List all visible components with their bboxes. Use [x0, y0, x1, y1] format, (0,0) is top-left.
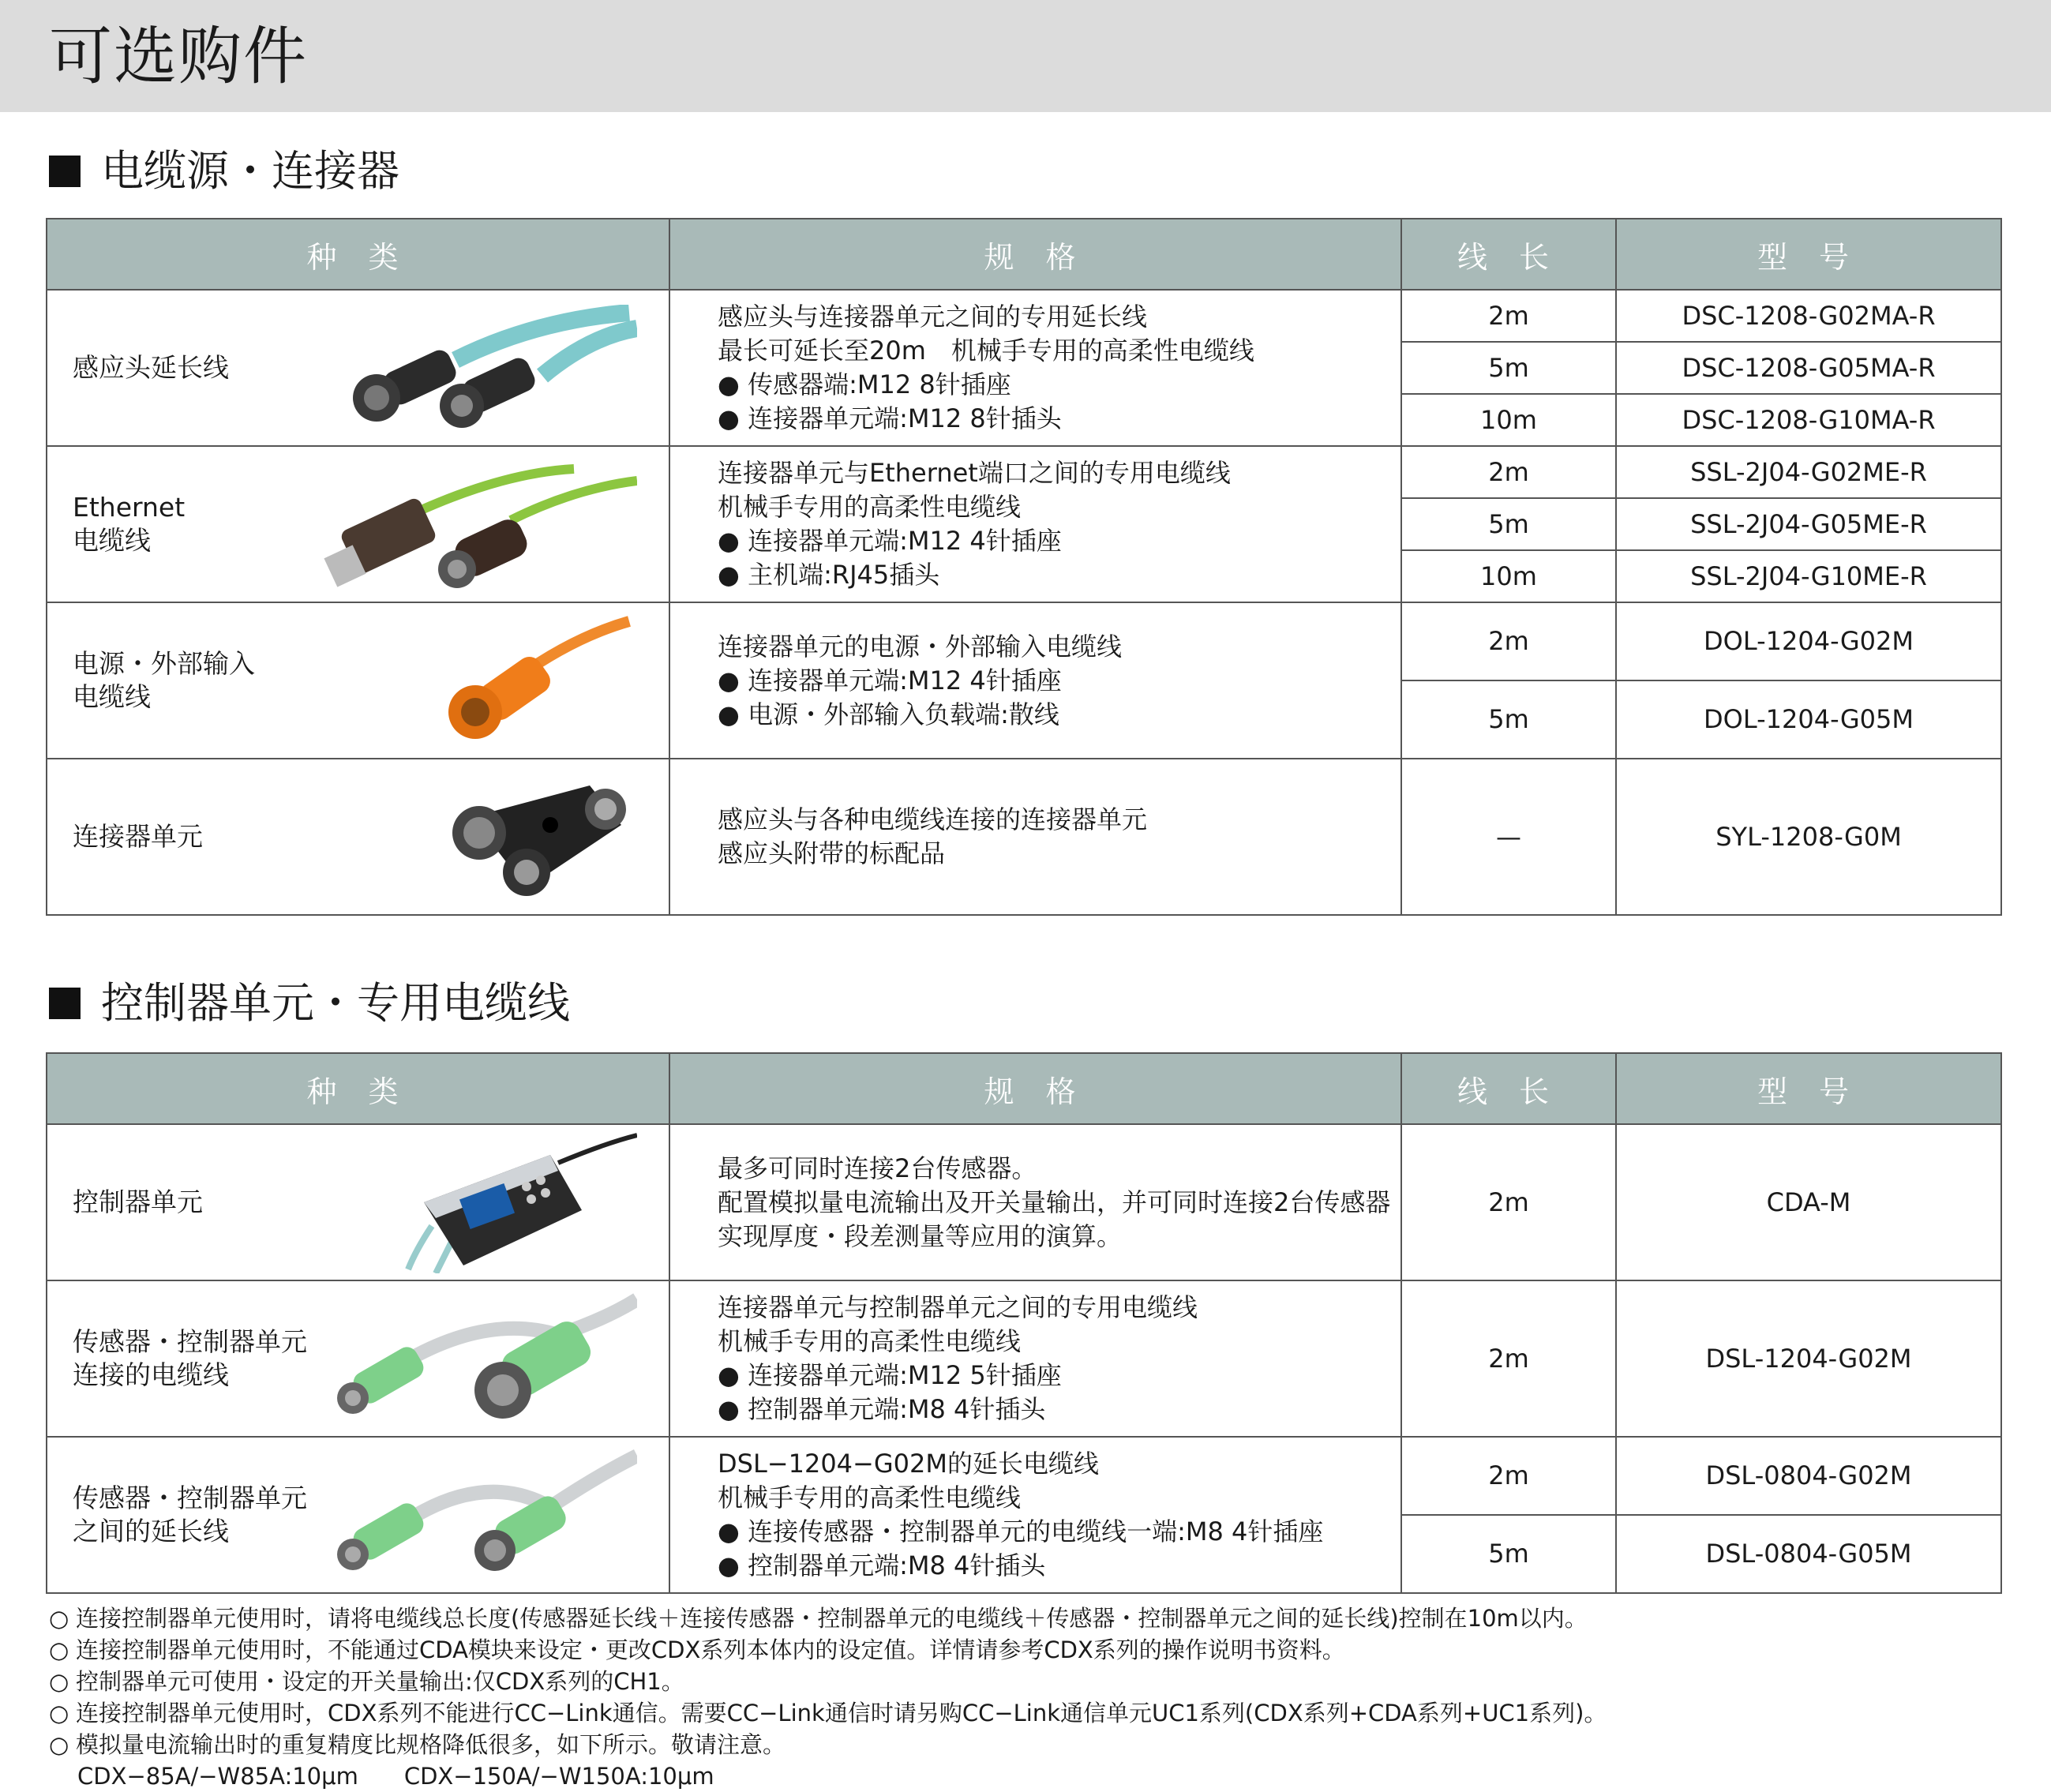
model-cell: DSL-0804-G02M	[1616, 1437, 2001, 1515]
header-length: 线 长	[1401, 1053, 1616, 1124]
spec-line: ● 连接器单元端:M12 5针插座	[718, 1360, 1062, 1390]
spec-line: ● 控制器单元端:M8 4针插头	[718, 1550, 1046, 1580]
spec-line: 最多可同时连接2台传感器。	[718, 1153, 1037, 1183]
spec-line: 感应头与各种电缆线连接的连接器单元	[718, 804, 1148, 834]
length-cell: 5m	[1401, 1515, 1616, 1593]
sensor-controller-cable-image	[321, 1288, 637, 1430]
model-cell: DSC-1208-G05MA-R	[1616, 342, 2001, 394]
model-cell: SSL-2J04-G02ME-R	[1616, 446, 2001, 498]
ethernet-cable-image	[321, 457, 637, 591]
kind-cell	[47, 759, 669, 915]
spec-line: 连接器单元的电源・外部输入电缆线	[718, 631, 1123, 662]
model-cell: SSL-2J04-G05ME-R	[1616, 498, 2001, 550]
spec-line: ● 连接器单元端:M12 4针插座	[718, 526, 1062, 556]
header-spec: 规 格	[669, 1053, 1401, 1124]
square-bullet-icon	[49, 988, 81, 1019]
spec-line: ● 传感器端:M12 8针插座	[718, 369, 1011, 399]
spec-cell	[669, 759, 1401, 915]
table-row	[47, 1437, 2001, 1515]
header-spec: 规 格	[669, 219, 1401, 290]
table-row	[47, 602, 2001, 680]
model-cell: DSC-1208-G10MA-R	[1616, 394, 2001, 446]
header-model: 型 号	[1616, 219, 2001, 290]
length-cell: 5m	[1401, 498, 1616, 550]
table-row	[47, 1124, 2001, 1280]
kind-cell	[47, 290, 669, 446]
note-sub-text: CDX−85A/−W85A:10μm CDX−150A/−W150A:10μm	[77, 1763, 714, 1790]
length-cell: 10m	[1401, 550, 1616, 602]
kind-label: 控制器单元	[73, 1187, 203, 1217]
section-title-text: 控制器单元・专用电缆线	[101, 978, 570, 1028]
spec-line: 机械手专用的高柔性电缆线	[718, 1483, 1022, 1513]
spec-cell	[669, 290, 1401, 446]
length-cell: 2m	[1401, 602, 1616, 680]
spec-line: 机械手专用的高柔性电缆线	[718, 1326, 1022, 1356]
table-row	[47, 290, 2001, 342]
note-text: 连接控制器单元使用时，不能通过CDA模块来设定・更改CDX系列本体内的设定值。详情请参考CDX系列的操作说明书资料。	[76, 1636, 1345, 1663]
note-item	[49, 1666, 1607, 1697]
spec-line: 感应头与连接器单元之间的专用延长线	[718, 302, 1148, 332]
spec-line: 机械手专用的高柔性电缆线	[718, 492, 1022, 522]
spec-line: 最长可延长至20m 机械手专用的高柔性电缆线	[718, 336, 1254, 366]
spec-cell	[669, 446, 1401, 602]
power-cable-image	[432, 613, 637, 748]
kind-label: 传感器・控制器单元 连接的电缆线	[73, 1326, 307, 1390]
length-cell: 2m	[1401, 446, 1616, 498]
spec-cell	[669, 1124, 1401, 1280]
model-cell: DSL-0804-G05M	[1616, 1515, 2001, 1593]
spec-line: 感应头附带的标配品	[718, 838, 946, 868]
model-cell: DSL-1204-G02M	[1616, 1280, 2001, 1437]
spec-cell	[669, 1280, 1401, 1437]
cable-connector-table	[46, 218, 2002, 916]
model-cell: SYL-1208-G0M	[1616, 759, 2001, 915]
kind-label: 连接器单元	[73, 821, 203, 852]
length-cell: —	[1401, 759, 1616, 915]
length-cell: 5m	[1401, 342, 1616, 394]
note-item	[49, 1634, 1607, 1666]
spec-line: 连接器单元与Ethernet端口之间的专用电缆线	[718, 458, 1231, 488]
kind-label: Ethernet 电缆线	[73, 492, 186, 556]
note-text: 控制器单元可使用・设定的开关量输出:仅CDX系列的CH1。	[76, 1668, 684, 1695]
section-title-controller	[49, 976, 570, 1031]
spec-line: DSL−1204−G02M的延长电缆线	[718, 1449, 1099, 1479]
spec-line: ● 连接器单元端:M12 4针插座	[718, 665, 1062, 695]
kind-label: 感应头延长线	[73, 352, 229, 383]
circle-bullet-icon: ○	[49, 1668, 69, 1695]
connector-unit-image	[432, 770, 637, 904]
section-title-cables	[49, 144, 399, 199]
header-length: 线 长	[1401, 219, 1616, 290]
model-cell: DOL-1204-G02M	[1616, 602, 2001, 680]
model-cell: CDA-M	[1616, 1124, 2001, 1280]
model-cell: DSC-1208-G02MA-R	[1616, 290, 2001, 342]
note-item	[49, 1697, 1607, 1729]
table-header-row	[47, 1053, 2001, 1124]
header-model: 型 号	[1616, 1053, 2001, 1124]
notes-section	[49, 1603, 1607, 1792]
header-kind: 种 类	[47, 1053, 669, 1124]
section-title-text: 电缆源・连接器	[101, 146, 399, 196]
extension-cable-m8-image	[321, 1444, 637, 1586]
circle-bullet-icon: ○	[49, 1731, 69, 1758]
model-cell: DOL-1204-G05M	[1616, 680, 2001, 759]
spec-line: ● 连接传感器・控制器单元的电缆线一端:M8 4针插座	[718, 1516, 1324, 1546]
controller-unit-image	[400, 1131, 637, 1273]
spec-line: ● 主机端:RJ45插头	[718, 560, 940, 590]
length-cell: 5m	[1401, 680, 1616, 759]
page-title: 可选购件	[49, 20, 308, 93]
circle-bullet-icon: ○	[49, 1605, 69, 1632]
table-row	[47, 759, 2001, 915]
circle-bullet-icon: ○	[49, 1636, 69, 1663]
spec-line: ● 控制器单元端:M8 4针插头	[718, 1394, 1046, 1424]
spec-cell	[669, 1437, 1401, 1593]
kind-cell	[47, 602, 669, 759]
length-cell: 2m	[1401, 1437, 1616, 1515]
extension-cable-image	[337, 305, 637, 431]
spec-cell	[669, 602, 1401, 759]
spec-line: ● 电源・外部输入负载端:散线	[718, 699, 1059, 729]
kind-cell	[47, 1280, 669, 1437]
table-header-row	[47, 219, 2001, 290]
circle-bullet-icon: ○	[49, 1700, 69, 1726]
kind-cell	[47, 446, 669, 602]
kind-cell	[47, 1124, 669, 1280]
table-row	[47, 446, 2001, 498]
length-cell: 2m	[1401, 290, 1616, 342]
note-text: 连接控制器单元使用时，CDX系列不能进行CC−Link通信。需要CC−Link通信时请另购CC−Link通信单元UC1系列(CDX系列+CDA系列+UC1系列)。	[76, 1700, 1607, 1726]
kind-label: 电源・外部输入 电缆线	[73, 648, 255, 712]
square-bullet-icon	[49, 156, 81, 187]
spec-line: 连接器单元与控制器单元之间的专用电缆线	[718, 1292, 1198, 1322]
length-cell: 2m	[1401, 1124, 1616, 1280]
length-cell: 2m	[1401, 1280, 1616, 1437]
length-cell: 10m	[1401, 394, 1616, 446]
kind-cell	[47, 1437, 669, 1593]
note-item	[49, 1603, 1607, 1634]
spec-line: 配置模拟量电流输出及开关量输出，并可同时连接2台传感器	[718, 1187, 1391, 1217]
model-cell: SSL-2J04-G10ME-R	[1616, 550, 2001, 602]
controller-table	[46, 1052, 2002, 1594]
note-text: 连接控制器单元使用时，请将电缆线总长度(传感器延长线＋连接传感器・控制器单元的电缆线＋传感器・控制器单元之间的延长线)控制在10m以内。	[76, 1605, 1588, 1632]
note-text: 模拟量电流输出时的重复精度比规格降低很多，如下所示。敬请注意。	[76, 1731, 786, 1758]
spec-line: ● 连接器单元端:M12 8针插头	[718, 403, 1062, 433]
kind-label: 传感器・控制器单元 之间的延长线	[73, 1483, 307, 1546]
table-row	[47, 1280, 2001, 1437]
note-item	[49, 1729, 1607, 1760]
spec-line: 实现厚度・段差测量等应用的演算。	[718, 1220, 1123, 1251]
header-kind: 种 类	[47, 219, 669, 290]
